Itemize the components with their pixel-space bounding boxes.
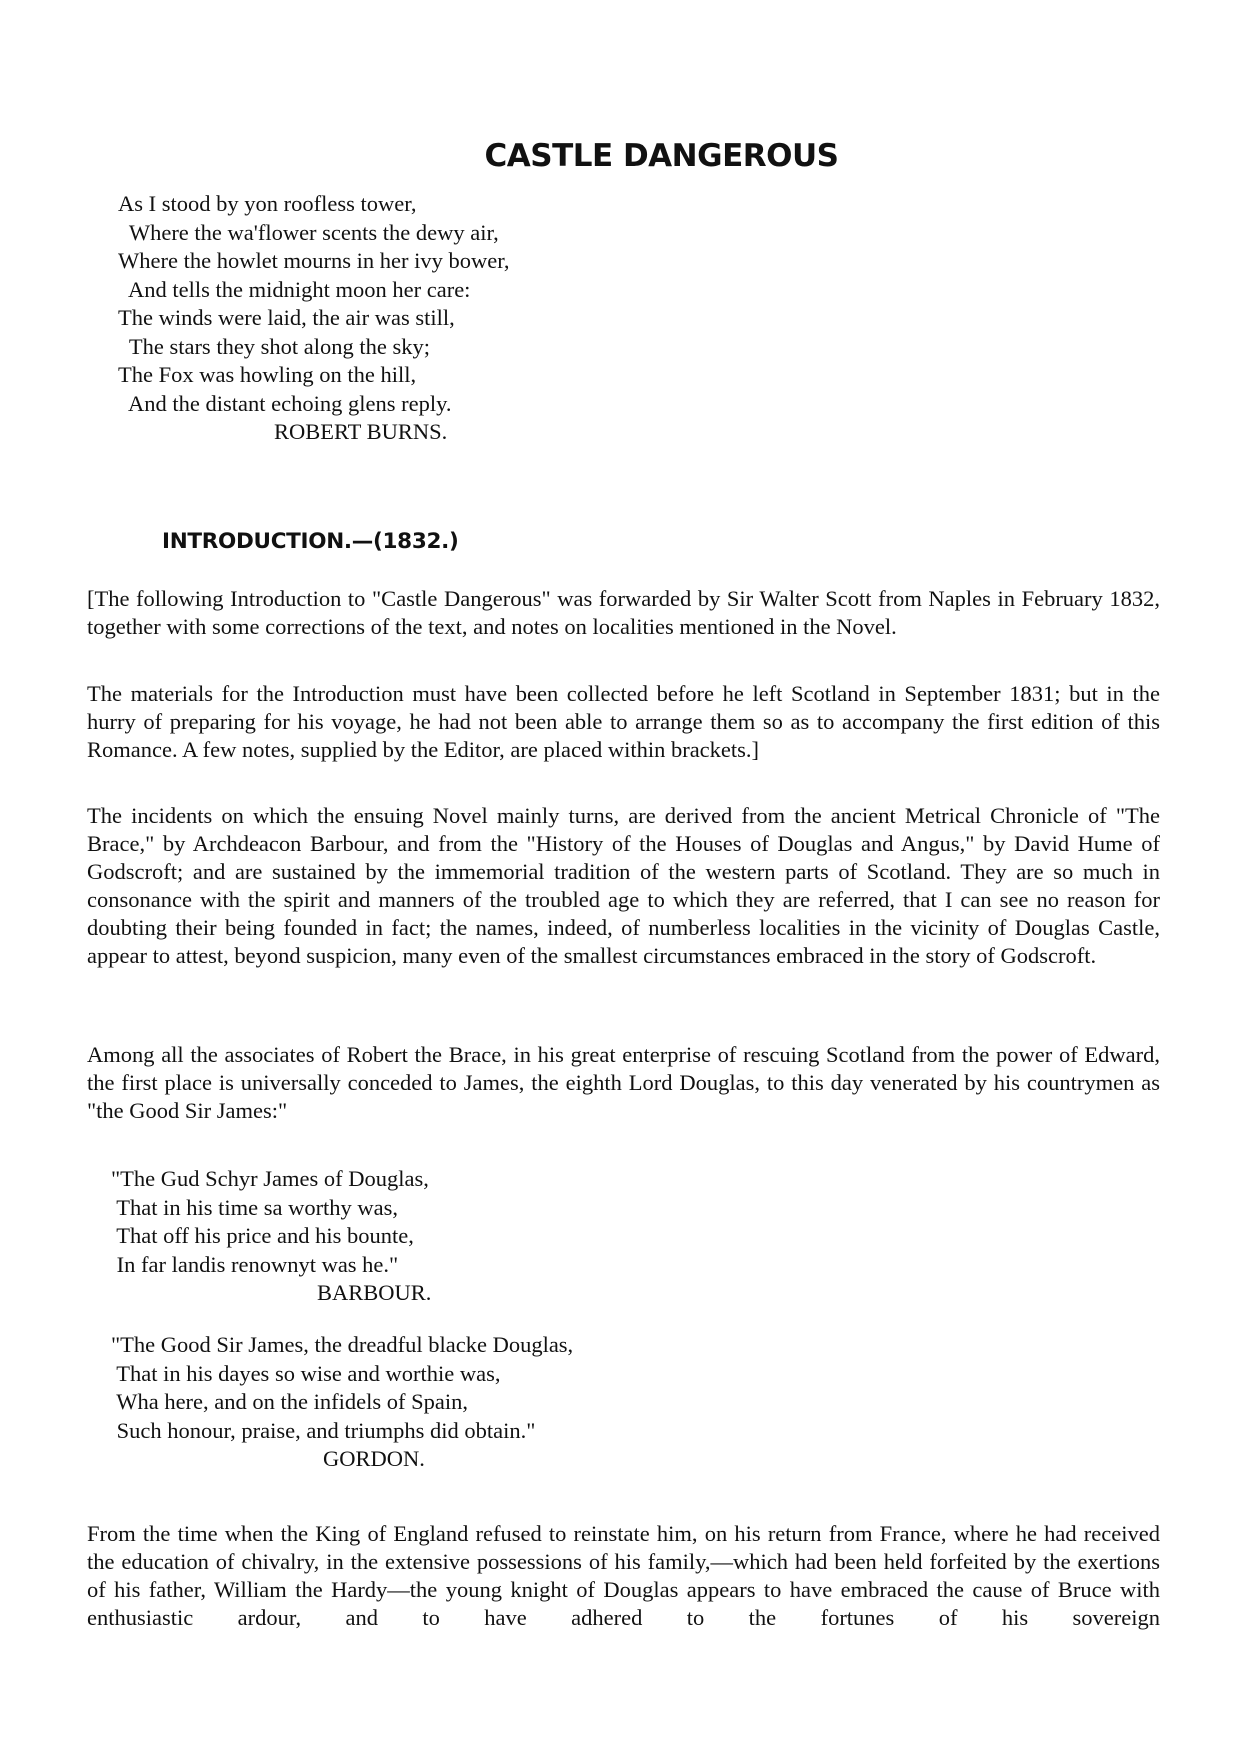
paragraph: The materials for the Introduction must have been collected before he left Scotland in September 1831; but in the hurry of preparing for his voyage, he had not been able to arrange them so as to accompany the first edition of this Romance. A few notes, supplied by the Editor, are placed within brackets.] [87, 681, 1160, 762]
quote-barbour [111, 1165, 431, 1308]
poem-line: Where the wa'flower scents the dewy air, [118, 219, 499, 245]
section-heading: INTRODUCTION.—(1832.) [162, 529, 459, 554]
paragraph: The incidents on which the ensuing Novel mainly turns, are derived from the ancient Metrical Chronicle of "The Brace," by Archdeacon Barbour, and from the "History of the Houses of Douglas and Angus," by David Hume of Godscroft; and are sustained by the immemorial tradition of the western parts of Scotland. They are so much in consonance with the spirit and manners of the troubled age to which they are referred, that I can see no reason for doubting their being founded in fact; the names, indeed, of numberless localities in the vicinity of Douglas Castle, appear to attest, beyond suspicion, many even of the smallest circumstances embraced in the story of Godscroft. [87, 803, 1160, 968]
quote-line: Wha here, and on the infidels of Spain, [111, 1389, 468, 1414]
poem-line: The Fox was howling on the hill, [118, 362, 417, 387]
paragraph: From the time when the King of England refused to reinstate him, on his return from France, where he had received the education of chivalry, in the extensive possessions of his family,—which had been held forfeited by the exertions of his father, William the Hardy—the young knight of Douglas appears to have embraced the cause of Bruce with enthusiastic ardour, and to have adhered to the fortunes of his sovereign [87, 1521, 1160, 1630]
paragraph: Among all the associates of Robert the Brace, in his great enterprise of rescuing Scotland from the power of Edward, the first place is universally conceded to James, the eighth Lord Douglas, to this day venerated by his countrymen as "the Good Sir James:" [87, 1042, 1160, 1123]
poem-line: And the distant echoing glens reply. [118, 390, 452, 416]
epigraph-poem [118, 190, 510, 447]
poem-line: The stars they shot along the sky; [118, 333, 431, 359]
quote-line: In far landis renownyt was he." [111, 1251, 399, 1277]
poem-line: The winds were laid, the air was still, [118, 305, 455, 330]
poem-line: And tells the midnight moon her care: [118, 276, 471, 302]
quote-author: GORDON. [323, 1446, 425, 1471]
quote-author: BARBOUR. [317, 1280, 432, 1305]
paragraph: [The following Introduction to "Castle Dangerous" was forwarded by Sir Walter Scott from Naples in February 1832, together with some corrections of the text, and notes on localities mentioned in the Novel. [87, 586, 1160, 639]
poem-line: Where the howlet mourns in her ivy bower, [118, 248, 510, 273]
quote-line: Such honour, praise, and triumphs did obtain." [111, 1417, 536, 1443]
quote-line: That in his time sa worthy was, [111, 1194, 399, 1220]
quote-line: That in his dayes so wise and worthie was, [111, 1360, 501, 1386]
quote-line: That off his price and his bounte, [111, 1223, 414, 1248]
quote-line: "The Good Sir James, the dreadful blacke Douglas, [111, 1332, 574, 1357]
poem-author: ROBERT BURNS. [274, 419, 448, 444]
book-title: CASTLE DANGEROUS [484, 138, 839, 174]
quote-line: "The Gud Schyr James of Douglas, [111, 1166, 429, 1191]
poem-line: As I stood by yon roofless tower, [118, 191, 417, 216]
quote-gordon [111, 1331, 573, 1474]
document-page [87, 0, 1160, 1755]
